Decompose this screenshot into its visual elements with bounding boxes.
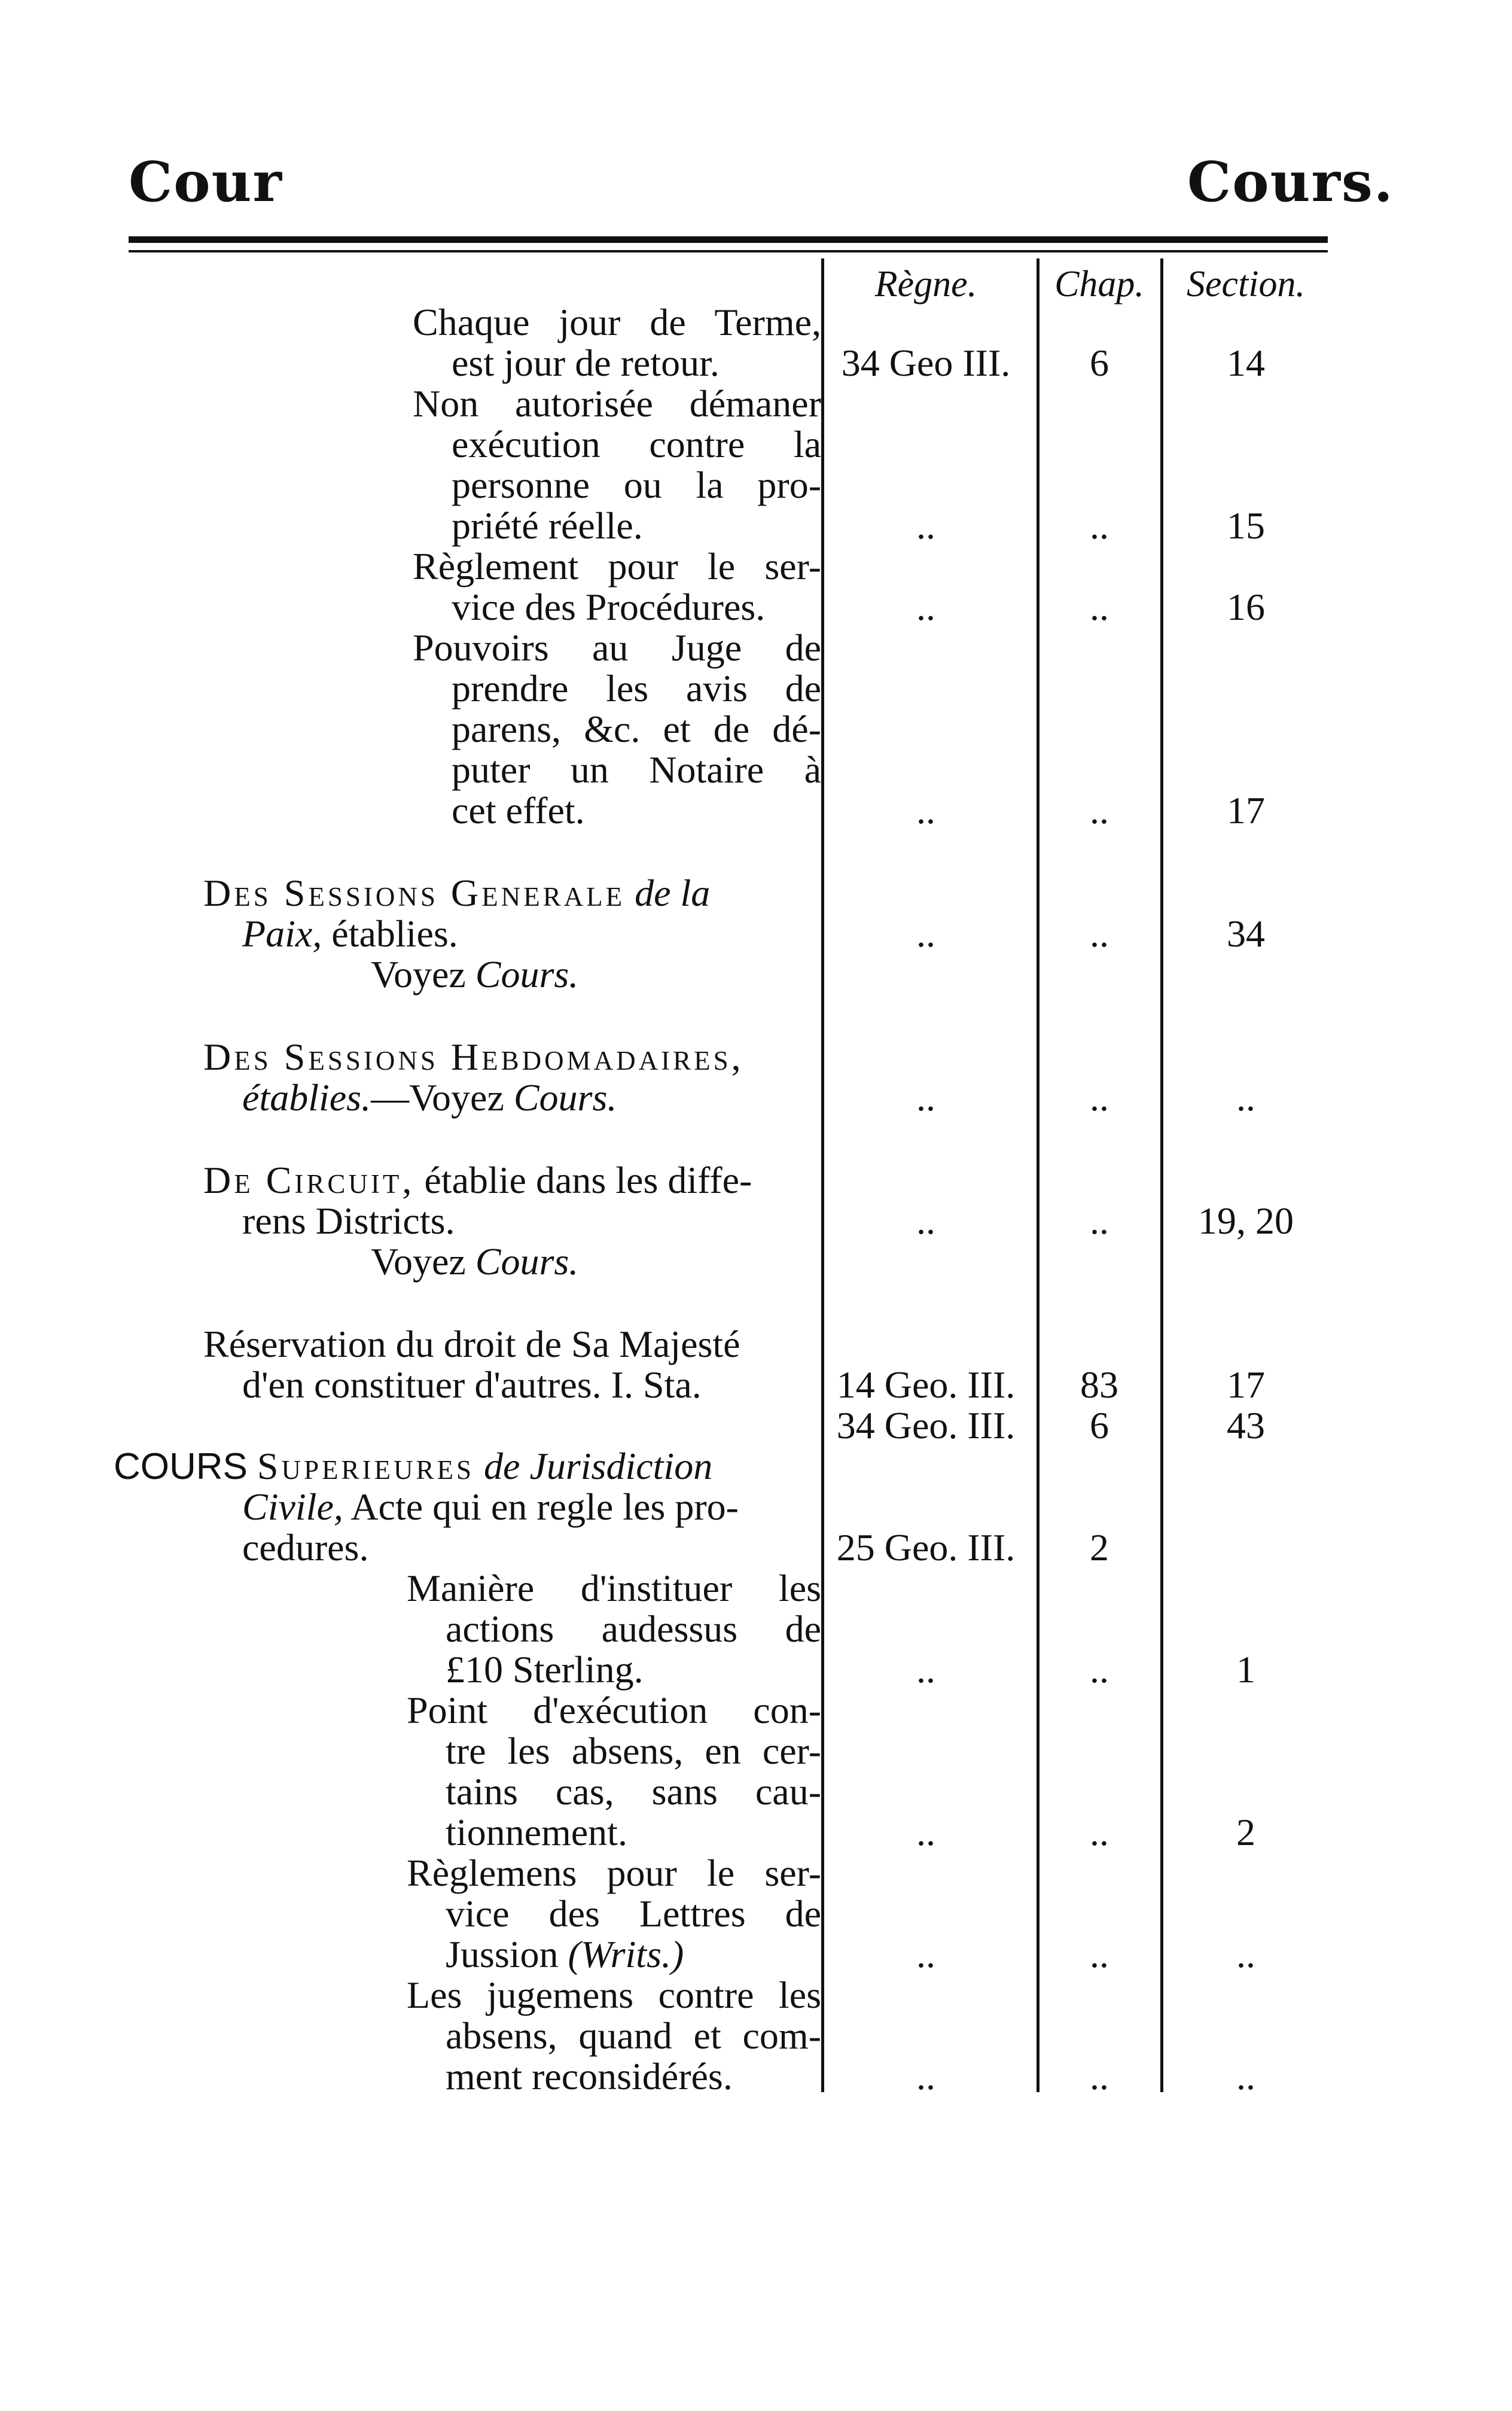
entry-line: cet effet. [452, 789, 585, 832]
entry-text: de Jurisdiction [484, 1445, 713, 1487]
column-divider [1160, 258, 1163, 2092]
running-head-right: Cours. [1187, 150, 1394, 214]
cell-regne: .. [916, 1648, 935, 1691]
entry-line: exécution contre la [452, 423, 821, 465]
cell-regne: .. [916, 912, 935, 955]
cell-chap: 2 [1090, 1526, 1109, 1569]
cell-chap: 6 [1090, 1404, 1109, 1447]
entry-line: est jour de retour. [452, 342, 720, 384]
entry-line: £10 Sterling. [446, 1648, 644, 1691]
cell-regne: 14 Geo. III. [836, 1363, 1016, 1406]
entry-line: Les jugemens contre les [407, 1974, 821, 2016]
cell-chap: 6 [1090, 342, 1109, 384]
cell-section: 15 [1227, 504, 1265, 547]
entry-line: Chaque jour de Terme, [413, 301, 821, 343]
entry-text: établie dans les diffe- [424, 1159, 752, 1201]
entry-line: vice des Procédures. [452, 586, 766, 628]
cell-regne: .. [916, 1811, 935, 1853]
entry-heading: De Circuit, [203, 1159, 415, 1201]
entry-line: puter un Notaire à [452, 748, 821, 791]
entry-line: personne ou la pro- [452, 464, 821, 506]
entry-line: d'en constituer d'autres. I. Sta. [242, 1363, 702, 1406]
column-header-regne: Règne. [874, 264, 977, 305]
cell-chap: .. [1090, 504, 1109, 547]
entry-line: ment reconsidérés. [446, 2055, 733, 2098]
column-header-section: Section. [1187, 264, 1305, 305]
entry-line [242, 914, 458, 954]
cell-section: .. [1236, 1933, 1255, 1975]
cross-reference-target: Cours. [513, 1076, 617, 1119]
cell-regne: 34 Geo. III. [836, 1404, 1016, 1447]
entry-line: cedures. [242, 1526, 369, 1569]
cell-regne: .. [916, 1933, 935, 1975]
entry-line: vice des Lettres de [446, 1892, 821, 1935]
entry-line [371, 954, 578, 995]
cell-chap: .. [1090, 586, 1109, 628]
entry-line: tains cas, sans cau- [446, 1770, 821, 1813]
entry-text: établies. [331, 912, 458, 955]
cell-chap: .. [1090, 1076, 1109, 1119]
entry-line: absens, quand et com- [446, 2014, 821, 2057]
entry-text: Civile, [242, 1485, 343, 1528]
cell-section: .. [1236, 2055, 1255, 2098]
cell-regne: .. [916, 1076, 935, 1119]
entry-heading: Des Sessions Hebdomadaires, [203, 1036, 744, 1078]
cell-section: 34 [1227, 912, 1265, 955]
cell-section: 17 [1227, 1363, 1265, 1406]
entry-line: rens Districts. [242, 1200, 455, 1242]
cross-reference: —Voyez [371, 1076, 504, 1119]
entry-line: Règlemens pour le ser- [407, 1852, 821, 1894]
cell-regne: 25 Geo. III. [836, 1526, 1016, 1569]
entry-line: Réservation du droit de Sa Majesté [203, 1323, 740, 1365]
entry-line: Non autorisée démaner [413, 382, 821, 425]
entry-line [203, 873, 710, 914]
cell-chap: .. [1090, 789, 1109, 832]
cell-chap: .. [1090, 1933, 1109, 1975]
cell-regne: .. [916, 504, 935, 547]
cell-regne: .. [916, 586, 935, 628]
entry-line [371, 1241, 578, 1282]
cell-regne: .. [916, 1200, 935, 1242]
cell-chap: .. [1090, 1648, 1109, 1691]
entry-line [242, 1487, 739, 1527]
entry-line [446, 1934, 684, 1975]
cell-section: 14 [1227, 342, 1265, 384]
cross-reference-target: Cours. [475, 953, 579, 996]
header-rule-thin [129, 250, 1328, 252]
entry-line: actions audessus de [446, 1608, 821, 1650]
entry-text: Jussion [446, 1933, 559, 1975]
index-headword: COURS [114, 1446, 248, 1487]
entry-line: parens, &c. et de dé- [452, 708, 821, 750]
entry-line [242, 1077, 617, 1118]
entry-text: Acte qui en regle les pro- [350, 1485, 739, 1528]
cell-regne: .. [916, 2055, 935, 2098]
cell-section: 17 [1227, 789, 1265, 832]
cell-section: .. [1236, 1076, 1255, 1119]
entry-line: tre les absens, en cer- [446, 1730, 821, 1772]
entry-line: Règlement pour le ser- [413, 545, 821, 587]
cell-chap: .. [1090, 2055, 1109, 2098]
header-rule [129, 236, 1328, 243]
cross-reference: Voyez [371, 953, 466, 996]
cell-section: 19, 20 [1198, 1200, 1294, 1242]
entry-text: établies. [242, 1076, 371, 1119]
running-head-left: Cour [129, 150, 283, 214]
cross-reference: Voyez [371, 1240, 466, 1283]
cell-chap: .. [1090, 912, 1109, 955]
cross-reference-target: Cours. [475, 1240, 579, 1283]
cell-chap: .. [1090, 1811, 1109, 1853]
cell-chap: .. [1090, 1200, 1109, 1242]
entry-line [203, 1160, 752, 1201]
cell-regne: 34 Geo III. [841, 342, 1011, 384]
entry-text: de la [635, 872, 711, 914]
column-header-chap: Chap. [1054, 264, 1144, 305]
cell-section: 2 [1236, 1811, 1255, 1853]
entry-heading: Superieures [257, 1445, 475, 1487]
entry-line: Point d'exécution con- [407, 1689, 821, 1731]
entry-text: Paix, [242, 912, 322, 955]
cell-section: 16 [1227, 586, 1265, 628]
entry-line: priété réelle. [452, 504, 643, 547]
entry-line [114, 1446, 712, 1487]
entry-heading: Des Sessions Generale [203, 872, 626, 914]
cell-section: 1 [1236, 1648, 1255, 1691]
entry-text: (Writs.) [568, 1933, 684, 1975]
entry-line: tionnement. [446, 1811, 627, 1853]
entry-line: prendre les avis de [452, 667, 821, 710]
cell-chap: 83 [1080, 1363, 1118, 1406]
entry-line: Pouvoirs au Juge de [413, 626, 821, 669]
cell-section: 43 [1227, 1404, 1265, 1447]
entry-line: Manière d'instituer les [407, 1567, 821, 1609]
entry-line [203, 1037, 744, 1077]
cell-regne: .. [916, 789, 935, 832]
